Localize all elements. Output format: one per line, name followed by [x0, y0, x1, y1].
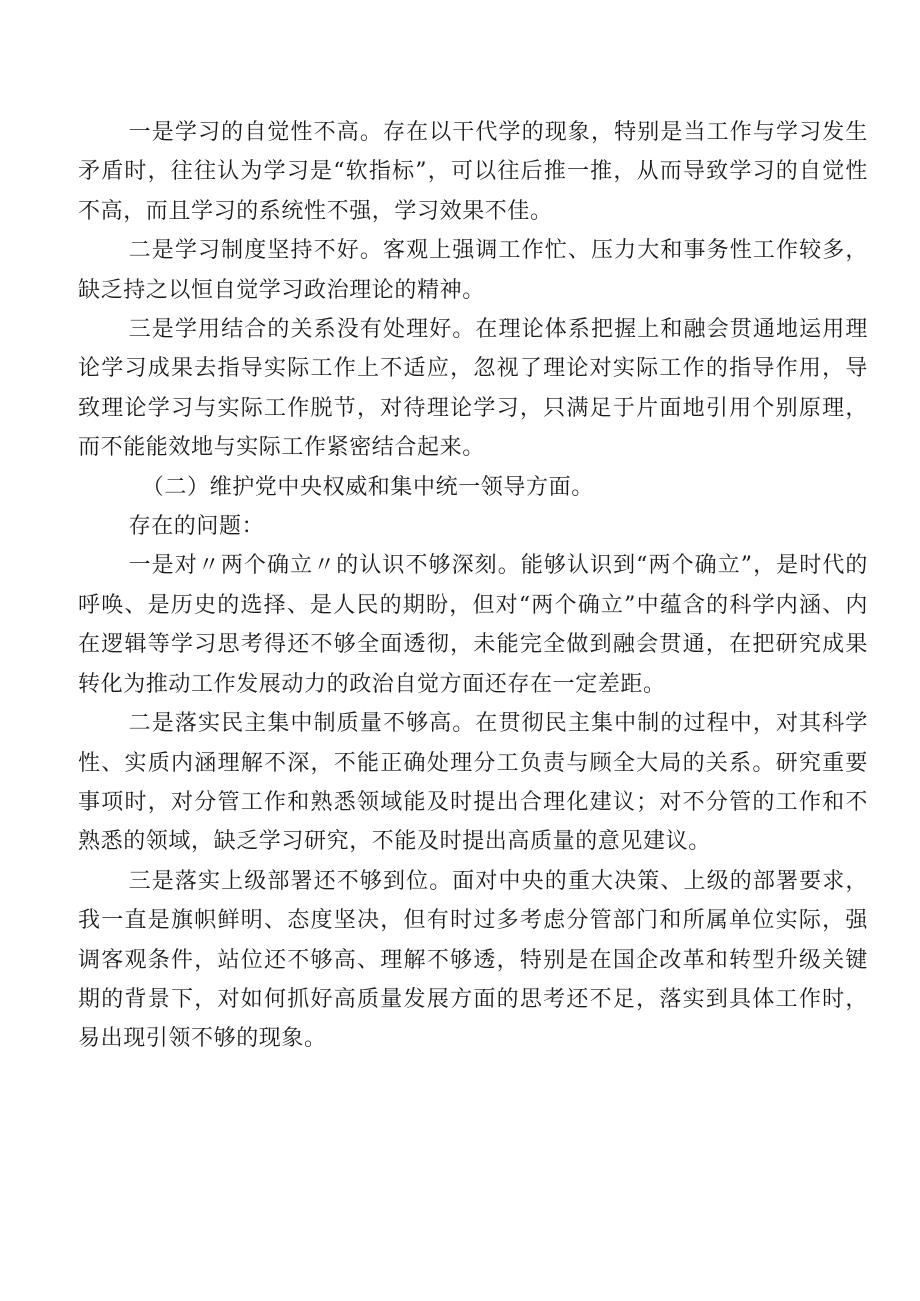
paragraph-study-system: 二是学习制度坚持不好。客观上强调工作忙、压力大和事务性工作较多，缺乏持之以恒自觉学习政治理论的精神。 [78, 238, 868, 303]
paragraph-two-establishments: 一是对〃两个确立〃的认识不够深刻。能够认识到“两个确立”，是时代的呼唤、是历史的选择、是人民的期盼，但对“两个确立”中蕴含的科学内涵、内在逻辑等学习思考得还不够全面透彻，未能完全做到融会贯通，在把研究成果转化为推动工作发展动力的政治自觉方面还存在一定差距。 [78, 553, 868, 697]
paragraph-theory-practice: 三是学用结合的关系没有处理好。在理论体系把握上和融会贯通地运用理论学习成果去指导实际工作上不适应，忽视了理论对实际工作的指导作用，导致理论学习与实际工作脱节，对待理论学习，只满足于片面地引用个别原理，而不能能效地与实际工作紧密结合起来。 [78, 317, 868, 461]
problems-label: 存在的问题： [128, 514, 265, 540]
paragraph-democratic-centralism: 二是落实民主集中制质量不够高。在贯彻民主集中制的过程中，对其科学性、实质内涵理解不深，不能正确处理分工负责与顾全大局的关系。研究重要事项时，对分管工作和熟悉领域能及时提出合理化建议；对不分管的工作和不熟悉的领域，缺乏学习研究，不能及时提出高质量的意见建议。 [78, 711, 868, 855]
section-heading: （二）维护党中央权威和集中统一领导方面。 [141, 474, 594, 500]
paragraph-implementation: 三是落实上级部署还不够到位。面对中央的重大决策、上级的部署要求，我一直是旗帜鲜明、态度坚决，但有时过多考虑分管部门和所属单位实际，强调客观条件，站位还不够高、理解不够透，特别是在国企改革和转型升级关键期的背景下，对如何抓好高质量发展方面的思考还不足，落实到具体工作时，易出现引领不够的现象。 [78, 868, 868, 1052]
paragraph-study-consciousness: 一是学习的自觉性不高。存在以干代学的现象，特别是当工作与学习发生矛盾时，往往认为学习是“软指标”，可以往后推一推，从而导致学习的自觉性不高，而且学习的系统性不强，学习效果不佳。 [78, 120, 868, 224]
document-body [78, 113, 868, 1059]
